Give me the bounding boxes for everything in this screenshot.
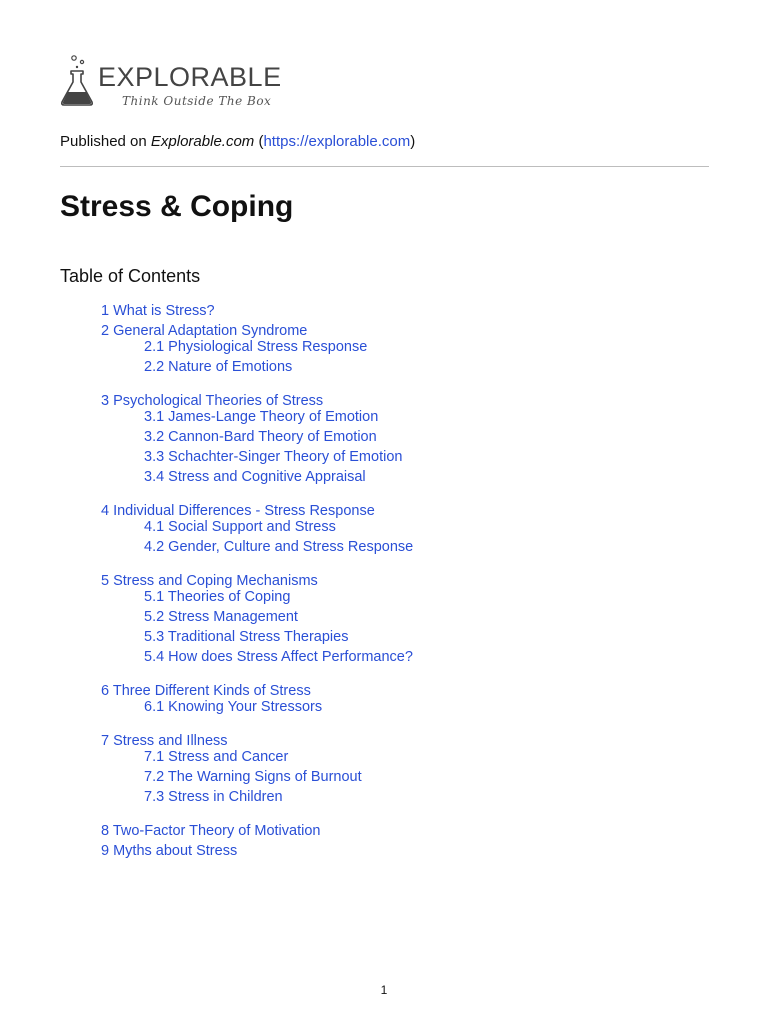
- toc-subitem[interactable]: 3.2 Cannon-Bard Theory of Emotion: [144, 429, 377, 445]
- toc-item[interactable]: 1 What is Stress?: [101, 303, 215, 319]
- toc-subitem[interactable]: 5.4 How does Stress Affect Performance?: [144, 649, 413, 665]
- toc-subitem[interactable]: 7.2 The Warning Signs of Burnout: [144, 769, 362, 785]
- toc-subitem[interactable]: 3.4 Stress and Cognitive Appraisal: [144, 469, 366, 485]
- toc-subitem[interactable]: 3.1 James-Lange Theory of Emotion: [144, 409, 379, 425]
- published-prefix: Published on: [60, 133, 147, 150]
- toc-subitem[interactable]: 2.2 Nature of Emotions: [144, 359, 293, 375]
- flask-icon: [58, 54, 98, 108]
- toc-subitem[interactable]: 4.2 Gender, Culture and Stress Response: [144, 539, 414, 555]
- toc-item[interactable]: 3 Psychological Theories of Stress: [101, 393, 324, 409]
- toc-item[interactable]: 4 Individual Differences - Stress Response: [101, 503, 375, 519]
- published-open-paren: (: [258, 133, 264, 150]
- toc-subitem[interactable]: 4.1 Social Support and Stress: [144, 519, 336, 535]
- explorable-logo: [58, 54, 288, 112]
- toc-item[interactable]: 7 Stress and Illness: [101, 733, 228, 749]
- toc-item[interactable]: 6 Three Different Kinds of Stress: [101, 683, 311, 699]
- toc-item[interactable]: 9 Myths about Stress: [101, 843, 238, 859]
- published-url-link[interactable]: https://explorable.com: [263, 133, 411, 150]
- toc-subitem[interactable]: 5.2 Stress Management: [144, 609, 298, 625]
- toc-subitem[interactable]: 5.3 Traditional Stress Therapies: [144, 629, 349, 645]
- toc-subitem[interactable]: 3.3 Schachter-Singer Theory of Emotion: [144, 449, 403, 465]
- header-divider: [60, 166, 709, 167]
- toc-subitem[interactable]: 7.1 Stress and Cancer: [144, 749, 289, 765]
- page-title: Stress & Coping: [60, 190, 294, 223]
- published-close-paren: ): [410, 133, 416, 150]
- toc-subitem[interactable]: 6.1 Knowing Your Stressors: [144, 699, 323, 715]
- toc-subitem[interactable]: 2.1 Physiological Stress Response: [144, 339, 368, 355]
- toc-subitem[interactable]: 5.1 Theories of Coping: [144, 589, 291, 605]
- published-site: Explorable.com: [150, 133, 255, 150]
- toc-item[interactable]: 5 Stress and Coping Mechanisms: [101, 573, 318, 589]
- logo-tagline: Think Outside The Box: [122, 94, 272, 108]
- logo-wordmark: EXPLORABLE: [98, 62, 282, 92]
- page-number: 1: [380, 983, 388, 997]
- toc-subitem[interactable]: 7.3 Stress in Children: [144, 789, 283, 805]
- toc-heading: Table of Contents: [60, 266, 201, 286]
- toc-item[interactable]: 2 General Adaptation Syndrome: [101, 323, 308, 339]
- toc-item[interactable]: 8 Two-Factor Theory of Motivation: [101, 823, 321, 839]
- published-line: [60, 133, 415, 150]
